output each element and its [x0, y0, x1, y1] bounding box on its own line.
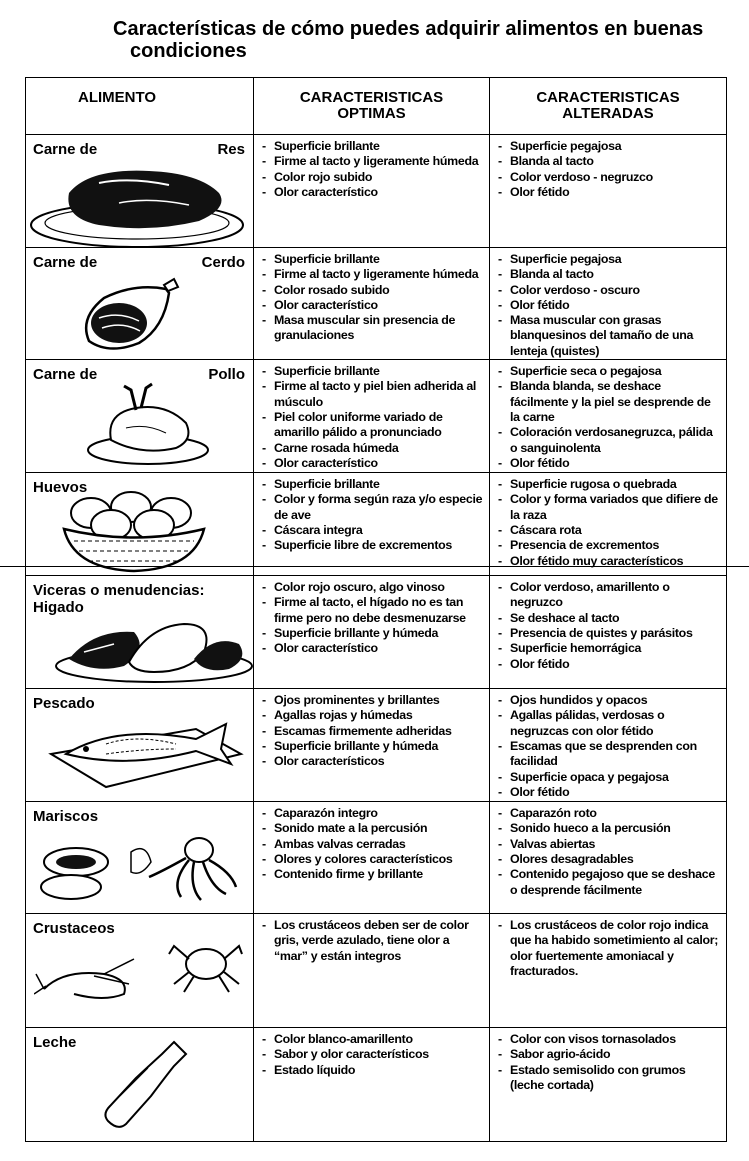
food-cell	[26, 689, 254, 802]
food-name	[33, 141, 245, 158]
optimas-list	[254, 689, 489, 769]
food-name-part-1: Crustaceos	[33, 920, 115, 938]
food-cell	[26, 360, 254, 473]
list-item: - Superficie brillante	[262, 364, 485, 379]
alteradas-list	[490, 248, 726, 359]
list-item: - Escamas firmemente adheridas	[262, 724, 485, 739]
food-name-part-1: Leche	[33, 1034, 77, 1052]
title-line-1: Características de cómo puedes adquirir alimentos en buenas	[113, 18, 704, 40]
list-item: - Coloración verdosanegruzca, pálida o sanguinolenta	[498, 425, 722, 456]
alteradas-cell	[490, 135, 727, 248]
list-item: - Presencia de quistes y parásitos	[498, 626, 722, 641]
alteradas-cell	[490, 914, 727, 1028]
food-cell	[26, 576, 254, 689]
alteradas-cell	[490, 576, 727, 689]
food-characteristics-table	[25, 77, 727, 1142]
list-item: - Cáscara integra	[262, 523, 485, 538]
alteradas-cell	[490, 1028, 727, 1142]
header-alteradas: CARACTERISTICAS ALTERADAS	[490, 78, 727, 135]
list-item: - Caparazón roto	[498, 806, 722, 821]
food-cell	[26, 914, 254, 1028]
list-item: - Superficie seca o pegajosa	[498, 364, 722, 379]
list-item: - Contenido pegajoso que se deshace o desprende fácilmente	[498, 867, 722, 898]
table-row	[26, 360, 727, 473]
list-item: - Ojos prominentes y brillantes	[262, 693, 485, 708]
list-item: - Blanda al tacto	[498, 154, 722, 169]
food-name-part-2: Res	[217, 141, 245, 158]
optimas-cell	[254, 1028, 490, 1142]
food-name	[33, 808, 245, 825]
list-item: - Color blanco-amarillento	[262, 1032, 485, 1047]
alteradas-list	[490, 473, 726, 569]
optimas-cell	[254, 135, 490, 248]
list-item: - Olor fétido	[498, 185, 722, 200]
list-item: - Superficie pegajosa	[498, 139, 722, 154]
optimas-cell	[254, 914, 490, 1028]
list-item: - Olor característico	[262, 298, 485, 313]
list-item: - Los crustáceos deben ser de color gris, verde azulado, tiene olor a “mar” y están integros	[262, 918, 485, 964]
list-item: - Firme al tacto y ligeramente húmeda	[262, 267, 485, 282]
food-name-part-1: Pescado	[33, 695, 95, 713]
food-cell	[26, 802, 254, 914]
horizontal-rule	[0, 566, 749, 567]
list-item: - Se deshace al tacto	[498, 611, 722, 626]
table-row	[26, 802, 727, 914]
food-name-part-1: Carne de	[33, 254, 98, 271]
food-name-part-2: Pollo	[208, 366, 245, 384]
list-item: - Carne rosada húmeda	[262, 441, 485, 456]
table-row	[26, 248, 727, 360]
list-item: - Olores desagradables	[498, 852, 722, 867]
optimas-cell	[254, 473, 490, 576]
alteradas-list	[490, 135, 726, 200]
list-item: - Sonido hueco a la percusión	[498, 821, 722, 836]
header-alimento: ALIMENTO	[26, 78, 254, 135]
optimas-cell	[254, 248, 490, 360]
list-item: - Masa muscular sin presencia de granulaciones	[262, 313, 485, 344]
alteradas-cell	[490, 689, 727, 802]
list-item: - Sabor agrio-ácido	[498, 1047, 722, 1062]
list-item: - Caparazón integro	[262, 806, 485, 821]
list-item: - Firme al tacto, el hígado no es tan firme pero no debe desmenuzarse	[262, 595, 485, 626]
alteradas-list	[490, 802, 726, 898]
list-item: - Valvas abiertas	[498, 837, 722, 852]
list-item: - Blanda blanda, se deshace fácilmente y la piel se desprende de la carne	[498, 379, 722, 425]
list-item: - Color rosado subido	[262, 283, 485, 298]
food-name-part-1: Huevos	[33, 479, 88, 497]
list-item: - Masa muscular con grasas blanquesinos del tamaño de una lenteja (quistes)	[498, 313, 722, 359]
list-item: - Color con visos tornasolados	[498, 1032, 722, 1047]
list-item: - Piel color uniforme variado de amarillo pálido a pronunciado	[262, 410, 485, 441]
list-item: - Olor fétido	[498, 785, 722, 800]
list-item: - Escamas que se desprenden con facilidad	[498, 739, 722, 770]
list-item: - Olor fétido	[498, 298, 722, 313]
table-header-row	[26, 78, 727, 135]
table-row	[26, 1028, 727, 1142]
food-name-part-2: Higado	[33, 599, 84, 617]
list-item: - Superficie rugosa o quebrada	[498, 477, 722, 492]
list-item: - Olor característicos	[262, 754, 485, 769]
alteradas-list	[490, 576, 726, 672]
list-item: - Superficie hemorrágica	[498, 641, 722, 656]
list-item: - Olor fétido muy característicos	[498, 554, 722, 569]
optimas-list	[254, 473, 489, 553]
optimas-list	[254, 248, 489, 344]
optimas-list	[254, 1028, 489, 1078]
optimas-list	[254, 135, 489, 200]
list-item: - Sabor y olor característicos	[262, 1047, 485, 1062]
list-item: - Olor fétido	[498, 657, 722, 672]
list-item: - Agallas pálidas, verdosas o negruzcas con olor fétido	[498, 708, 722, 739]
food-cell	[26, 135, 254, 248]
header-optimas: CARACTERISTICAS OPTIMAS	[254, 78, 490, 135]
list-item: - Olor característico	[262, 641, 485, 656]
list-item: - Olor fétido	[498, 456, 722, 471]
list-item: - Ambas valvas cerradas	[262, 837, 485, 852]
alteradas-cell	[490, 360, 727, 473]
table-row	[26, 576, 727, 689]
alteradas-cell	[490, 802, 727, 914]
list-item: - Olores y colores característicos	[262, 852, 485, 867]
food-cell	[26, 248, 254, 360]
list-item: - Superficie brillante y húmeda	[262, 739, 485, 754]
alteradas-list	[490, 1028, 726, 1093]
list-item: - Ojos hundidos y opacos	[498, 693, 722, 708]
table-row	[26, 135, 727, 248]
list-item: - Color rojo subido	[262, 170, 485, 185]
list-item: - Contenido firme y brillante	[262, 867, 485, 882]
optimas-list	[254, 914, 489, 964]
optimas-list	[254, 576, 489, 656]
table-row	[26, 473, 727, 576]
food-cell	[26, 473, 254, 576]
food-name-part-1: Carne de	[33, 366, 98, 384]
optimas-list	[254, 360, 489, 471]
list-item: - Color y forma según raza y/o especie de ave	[262, 492, 485, 523]
list-item: - Superficie brillante	[262, 477, 485, 492]
alteradas-list	[490, 689, 726, 800]
food-cell	[26, 1028, 254, 1142]
list-item: - Olor característico	[262, 456, 485, 471]
list-item: - Cáscara rota	[498, 523, 722, 538]
list-item: - Color rojo oscuro, algo vinoso	[262, 580, 485, 595]
optimas-list	[254, 802, 489, 882]
list-item: - Superficie libre de excrementos	[262, 538, 485, 553]
optimas-cell	[254, 802, 490, 914]
list-item: - Blanda al tacto	[498, 267, 722, 282]
food-name-part-1: Viceras o menudencias:	[33, 582, 205, 600]
list-item: - Superficie brillante	[262, 139, 485, 154]
list-item: - Los crustáceos de color rojo indica que ha habido sometimiento al calor; olor fuertemente amoniacal y fracturados.	[498, 918, 722, 979]
list-item: - Superficie pegajosa	[498, 252, 722, 267]
alteradas-list	[490, 360, 726, 471]
list-item: - Olor característico	[262, 185, 485, 200]
alteradas-list	[490, 914, 726, 979]
optimas-cell	[254, 360, 490, 473]
food-name	[33, 582, 245, 616]
food-name	[33, 254, 245, 271]
title-line-2: condiciones	[130, 40, 247, 62]
list-item: - Color y forma variados que difiere de la raza	[498, 492, 722, 523]
food-name-part-1: Mariscos	[33, 808, 99, 826]
alteradas-cell	[490, 248, 727, 360]
list-item: - Agallas rojas y húmedas	[262, 708, 485, 723]
list-item: - Color verdoso, amarillento o negruzco	[498, 580, 722, 611]
list-item: - Superficie brillante	[262, 252, 485, 267]
food-name-part-2: Cerdo	[201, 254, 245, 271]
list-item: - Superficie opaca y pegajosa	[498, 770, 722, 785]
list-item: - Presencia de excrementos	[498, 538, 722, 553]
table-row	[26, 689, 727, 802]
page-title	[113, 18, 743, 62]
list-item: - Estado líquido	[262, 1063, 485, 1078]
list-item: - Color verdoso - oscuro	[498, 283, 722, 298]
list-item: - Firme al tacto y ligeramente húmeda	[262, 154, 485, 169]
food-name-part-1: Carne de	[33, 141, 98, 158]
table-row	[26, 914, 727, 1028]
alteradas-cell	[490, 473, 727, 576]
optimas-cell	[254, 689, 490, 802]
list-item: - Estado semisolido con grumos (leche cortada)	[498, 1063, 722, 1094]
list-item: - Color verdoso - negruzco	[498, 170, 722, 185]
optimas-cell	[254, 576, 490, 689]
list-item: - Superficie brillante y húmeda	[262, 626, 485, 641]
list-item: - Sonido mate a la percusión	[262, 821, 485, 836]
list-item: - Firme al tacto y piel bien adherida al músculo	[262, 379, 485, 410]
